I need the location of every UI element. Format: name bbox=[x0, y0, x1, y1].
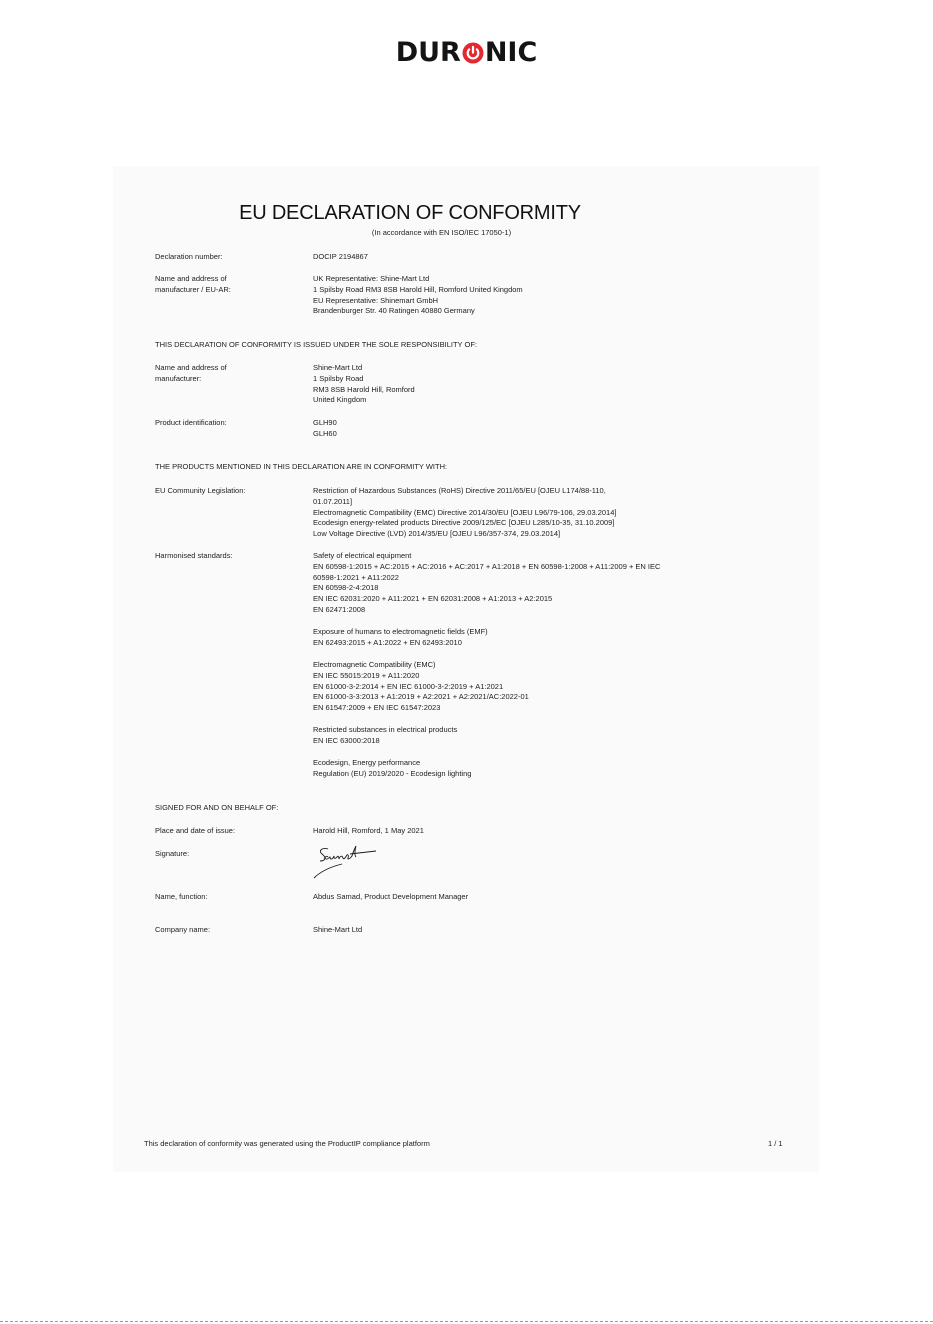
standards-line: Restricted substances in electrical products bbox=[313, 725, 458, 734]
standards-line: EN 60598-1:2015 + AC:2015 + AC:2016 + AC:2017 + A1:2018 + EN 60598-1:2008 + A11:2009 + EN IEC bbox=[313, 561, 661, 571]
standards-line: EN IEC 62031:2020 + A11:2021 + EN 62031:2008 + A1:2013 + A2:2015 bbox=[313, 594, 553, 604]
legislation-value bbox=[313, 486, 616, 540]
representative-value-line: 1 Spilsby Road RM3 8SB Harold Hill, Romford United Kingdom bbox=[313, 284, 523, 294]
signed-heading: SIGNED FOR AND ON BEHALF OF: bbox=[155, 803, 279, 812]
conformity-heading: THE PRODUCTS MENTIONED IN THIS DECLARATION ARE IN CONFORMITY WITH: bbox=[155, 462, 448, 471]
legislation-line: Low Voltage Directive (LVD) 2014/35/EU [OJEU L96/357-374, 29.03.2014] bbox=[313, 529, 561, 539]
signature-label: Signature: bbox=[155, 849, 190, 858]
standards-line: EN 61547:2009 + EN IEC 61547:2023 bbox=[313, 703, 441, 713]
company-label: Company name: bbox=[155, 925, 211, 934]
place-date-value: Harold Hill, Romford, 1 May 2021 bbox=[313, 826, 424, 835]
logo-text-left: DUR bbox=[395, 37, 461, 68]
standards-line: EN 60598-2-4:2018 bbox=[313, 583, 379, 593]
standards-line: Regulation (EU) 2019/2020 - Ecodesign lighting bbox=[313, 768, 472, 778]
standards-group-emf bbox=[313, 627, 488, 649]
manufacturer-label-line: manufacturer: bbox=[155, 373, 202, 383]
page-number: 1 / 1 bbox=[768, 1139, 783, 1148]
manufacturer-label-line: Name and address of bbox=[155, 363, 227, 372]
standards-label: Harmonised standards: bbox=[155, 551, 233, 560]
legislation-line: 01.07.2011] bbox=[313, 496, 353, 506]
standards-line: Exposure of humans to electromagnetic fields (EMF) bbox=[313, 627, 488, 636]
standards-line: EN IEC 63000:2018 bbox=[313, 735, 380, 745]
name-function-label: Name, function: bbox=[155, 892, 208, 901]
standards-group-rohs bbox=[313, 725, 457, 747]
product-label: Product identification: bbox=[155, 418, 227, 427]
manufacturer-value-line: 1 Spilsby Road bbox=[313, 373, 364, 383]
footer-note: This declaration of conformity was generated using the ProductIP compliance platform bbox=[144, 1139, 430, 1148]
manufacturer-value bbox=[313, 363, 415, 406]
representative-value bbox=[313, 274, 523, 317]
name-function-value: Abdus Samad, Product Development Manager bbox=[313, 892, 469, 901]
manufacturer-value-line: RM3 8SB Harold Hill, Romford bbox=[313, 384, 415, 394]
legislation-line: Restriction of Hazardous Substances (RoHS) Directive 2011/65/EU [OJEU L174/88-110, bbox=[313, 486, 606, 495]
standards-line: Safety of electrical equipment bbox=[313, 551, 412, 560]
legislation-line: Ecodesign energy-related products Directive 2009/125/EC [OJEU L285/10-35, 31.10.2009] bbox=[313, 518, 615, 528]
standards-group-safety bbox=[313, 551, 660, 616]
legislation-label: EU Community Legislation: bbox=[155, 486, 246, 495]
standards-line: EN IEC 55015:2019 + A11:2020 bbox=[313, 670, 420, 680]
standards-line: EN 62493:2015 + A1:2022 + EN 62493:2010 bbox=[313, 637, 462, 647]
standards-group-emc bbox=[313, 660, 529, 714]
standards-group-ecodesign bbox=[313, 758, 471, 780]
legislation-line: Electromagnetic Compatibility (EMC) Directive 2014/30/EU [OJEU L96/79-106, 29.03.2014] bbox=[313, 507, 617, 517]
company-value: Shine-Mart Ltd bbox=[313, 925, 363, 934]
standards-line: 60598-1:2021 + A11:2022 bbox=[313, 572, 399, 582]
responsibility-heading: THIS DECLARATION OF CONFORMITY IS ISSUED UNDER THE SOLE RESPONSIBILITY OF: bbox=[155, 340, 477, 349]
standards-line: Electromagnetic Compatibility (EMC) bbox=[313, 660, 436, 669]
standards-line: EN 61000-3-3:2013 + A1:2019 + A2:2021 + A2:2021/AC:2022-01 bbox=[313, 692, 529, 702]
logo-text-right: NIC bbox=[484, 37, 538, 68]
manufacturer-value-line: United Kingdom bbox=[313, 395, 367, 405]
page-title: EU DECLARATION OF CONFORMITY bbox=[239, 202, 581, 224]
manufacturer-label bbox=[155, 363, 227, 385]
representative-label-line: manufacturer / EU-AR: bbox=[155, 284, 231, 294]
standards-line: Ecodesign, Energy performance bbox=[313, 758, 421, 767]
place-date-label: Place and date of issue: bbox=[155, 826, 236, 835]
representative-label-line: Name and address of bbox=[155, 274, 227, 283]
representative-value-line: Brandenburger Str. 40 Ratingen 40880 Germany bbox=[313, 306, 475, 316]
declaration-number-label: Declaration number: bbox=[155, 252, 223, 261]
power-icon bbox=[462, 41, 484, 71]
page-subtitle: (In accordance with EN ISO/IEC 17050-1) bbox=[371, 228, 512, 237]
representative-label bbox=[155, 274, 231, 296]
page-bottom-border bbox=[0, 1321, 933, 1322]
manufacturer-value-line: Shine-Mart Ltd bbox=[313, 363, 363, 372]
standards-line: EN 62471:2008 bbox=[313, 604, 366, 614]
representative-value-line: EU Representative: Shinemart GmbH bbox=[313, 295, 439, 305]
declaration-number-value: DOCIP 2194867 bbox=[313, 252, 368, 261]
standards-line: EN 61000-3-2:2014 + EN IEC 61000-3-2:2019 + A1:2021 bbox=[313, 681, 504, 691]
representative-value-line: UK Representative: Shine-Mart Ltd bbox=[313, 274, 430, 283]
duronic-logo bbox=[0, 38, 933, 71]
signature-image bbox=[312, 842, 380, 885]
product-model: GLH90 bbox=[313, 418, 337, 427]
product-model: GLH60 bbox=[313, 428, 337, 438]
product-value bbox=[313, 418, 337, 440]
